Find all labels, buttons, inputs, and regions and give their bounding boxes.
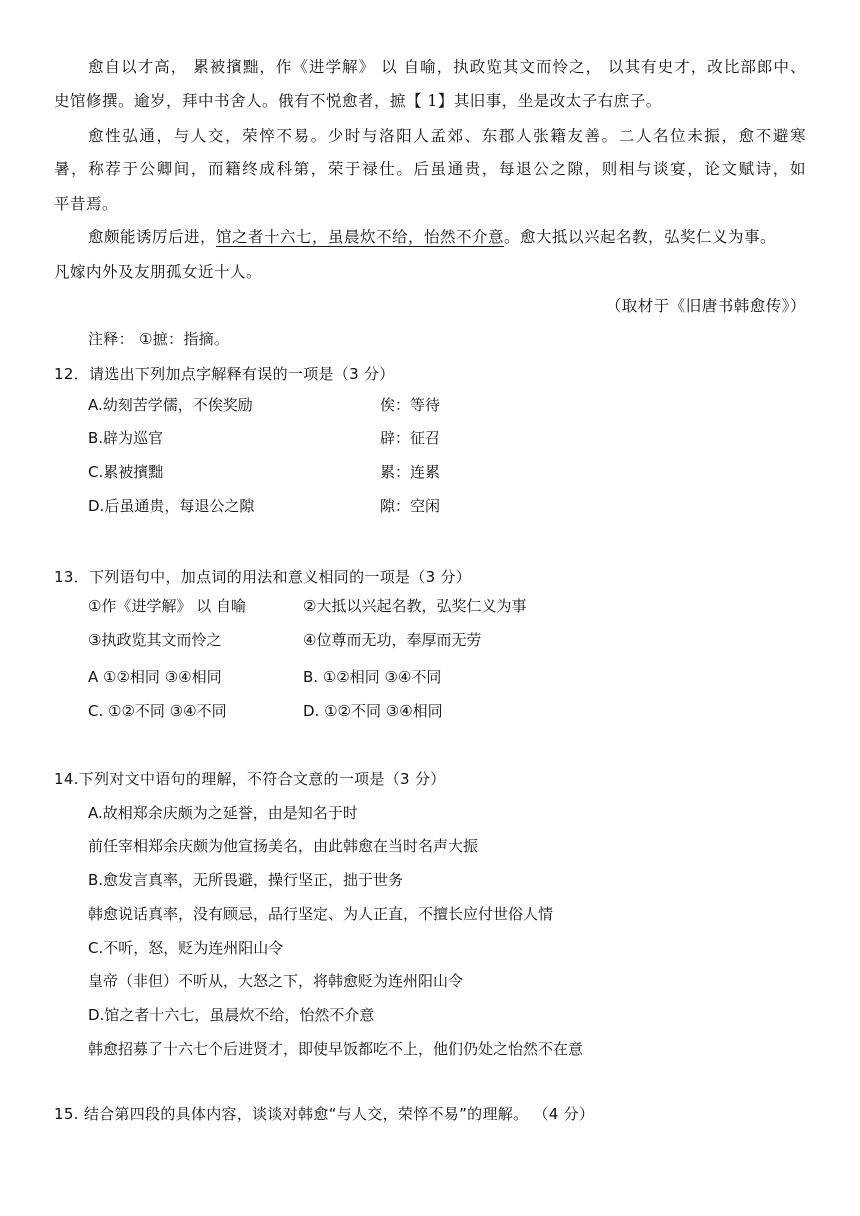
passage-p1-line2: 史馆修撰。逾岁，拜中书舍人。俄有不悦愈者，摭【 1】其旧事，坐是改太子右庶子。 [54,92,662,110]
passage-p3-underlined: 馆之者十六七，虽晨炊不给，怡然不介意 [216,228,505,246]
q14-stem: 14.下列对文中语句的理解，不符合文意的一项是（3 分） [54,770,446,788]
q14-option-a: A.故相郑余庆颇为之延誉，由是知名于时 [88,804,358,822]
q14-option-c: C.不听，怒，贬为连州阳山令 [88,939,284,957]
q13-option-c: C. ①②不同 ③④不同 [88,702,227,720]
q12-option-c: C.累被擯黜 [88,463,164,481]
q13-option-d: D. ①②不同 ③④相同 [303,702,443,720]
q15-stem: 15. 结合第四段的具体内容，谈谈对韩愈“与人交，荣悴不易”的理解。 （4 分） [54,1105,595,1123]
q14-option-a-explanation: 前任宰相郑余庆颇为他宣扬美名，由此韩愈在当时名声大振 [88,837,479,855]
q12-gloss-b: 辟：征召 [380,429,441,447]
q12-gloss-a: 俟：等待 [380,396,441,414]
q13-sentence-3: ③执政览其文而怜之 [88,631,222,649]
passage-p1-line1: 愈自以才高， 累被擯黜，作《进学解》 以 自喻，执政览其文而怜之， 以其有史才，改比部郎中、 [88,58,806,76]
q14-option-b-explanation: 韩愈说话真率，没有顾忌，品行坚定、为人正直，不擅长应付世俗人情 [88,905,554,923]
q13-stem: 13．下列语句中，加点词的用法和意义相同的一项是（3 分） [54,568,472,586]
q13-sentence-4: ④位尊而无功，奉厚而无劳 [303,631,482,649]
q12-gloss-d: 隙：空闲 [380,497,441,515]
passage-p3-line2: 凡嫁内外及友朋孤女近十人。 [54,263,263,281]
passage-p3-text-a: 愈颇能诱厉后进， [88,228,217,246]
q12-option-a: A.幼刻苦学儒，不俟奖励 [88,396,253,414]
passage-source: （取材于《旧唐书韩愈传》） [605,297,806,315]
passage-p2-line2: 暑，称荐于公卿间，而籍终成科第，荣于禄仕。后虽通贵，每退公之隙，则相与谈宴，论文赋诗，如 [54,160,806,178]
passage-note: 注释： ①摭：指摘。 [88,330,230,348]
q12-stem: 12．请选出下列加点字解释有误的一项是（3 分） [54,365,395,383]
passage-p2-line1: 愈性弘通，与人交，荣悴不易。少时与洛阳人孟郊、东郡人张籍友善。二人名位未振，愈不避寒 [88,127,806,145]
q13-sentence-2: ②大抵以兴起名教，弘奖仁义为事 [303,597,527,615]
q12-option-d: D.后虽通贵，每退公之隙 [88,497,255,515]
q14-option-d-explanation: 韩愈招募了十六七个后进贤才，即使早饭都吃不上，他们仍处之怡然不在意 [88,1040,584,1058]
passage-p2-line3: 平昔焉。 [54,195,119,213]
q13-sentence-1: ①作《进学解》 以 自喻 [88,597,246,615]
q14-option-c-explanation: 皇帝（非但）不听从，大怒之下，将韩愈贬为连州阳山令 [88,972,464,990]
q14-option-d: D.馆之者十六七，虽晨炊不给，怡然不介意 [88,1006,375,1024]
q13-option-a: A ①②相同 ③④相同 [88,668,222,686]
q12-option-b: B.辟为巡官 [88,429,164,447]
passage-p3-text-b: 。愈大抵以兴起名教，弘奖仁义为事。 [504,228,777,246]
q13-option-b: B. ①②相同 ③④不同 [303,668,442,686]
passage-p3-line1 [88,226,806,248]
q12-gloss-c: 累：连累 [380,463,441,481]
q14-option-b: B.愈发言真率，无所畏避，操行坚正，拙于世务 [88,871,404,889]
